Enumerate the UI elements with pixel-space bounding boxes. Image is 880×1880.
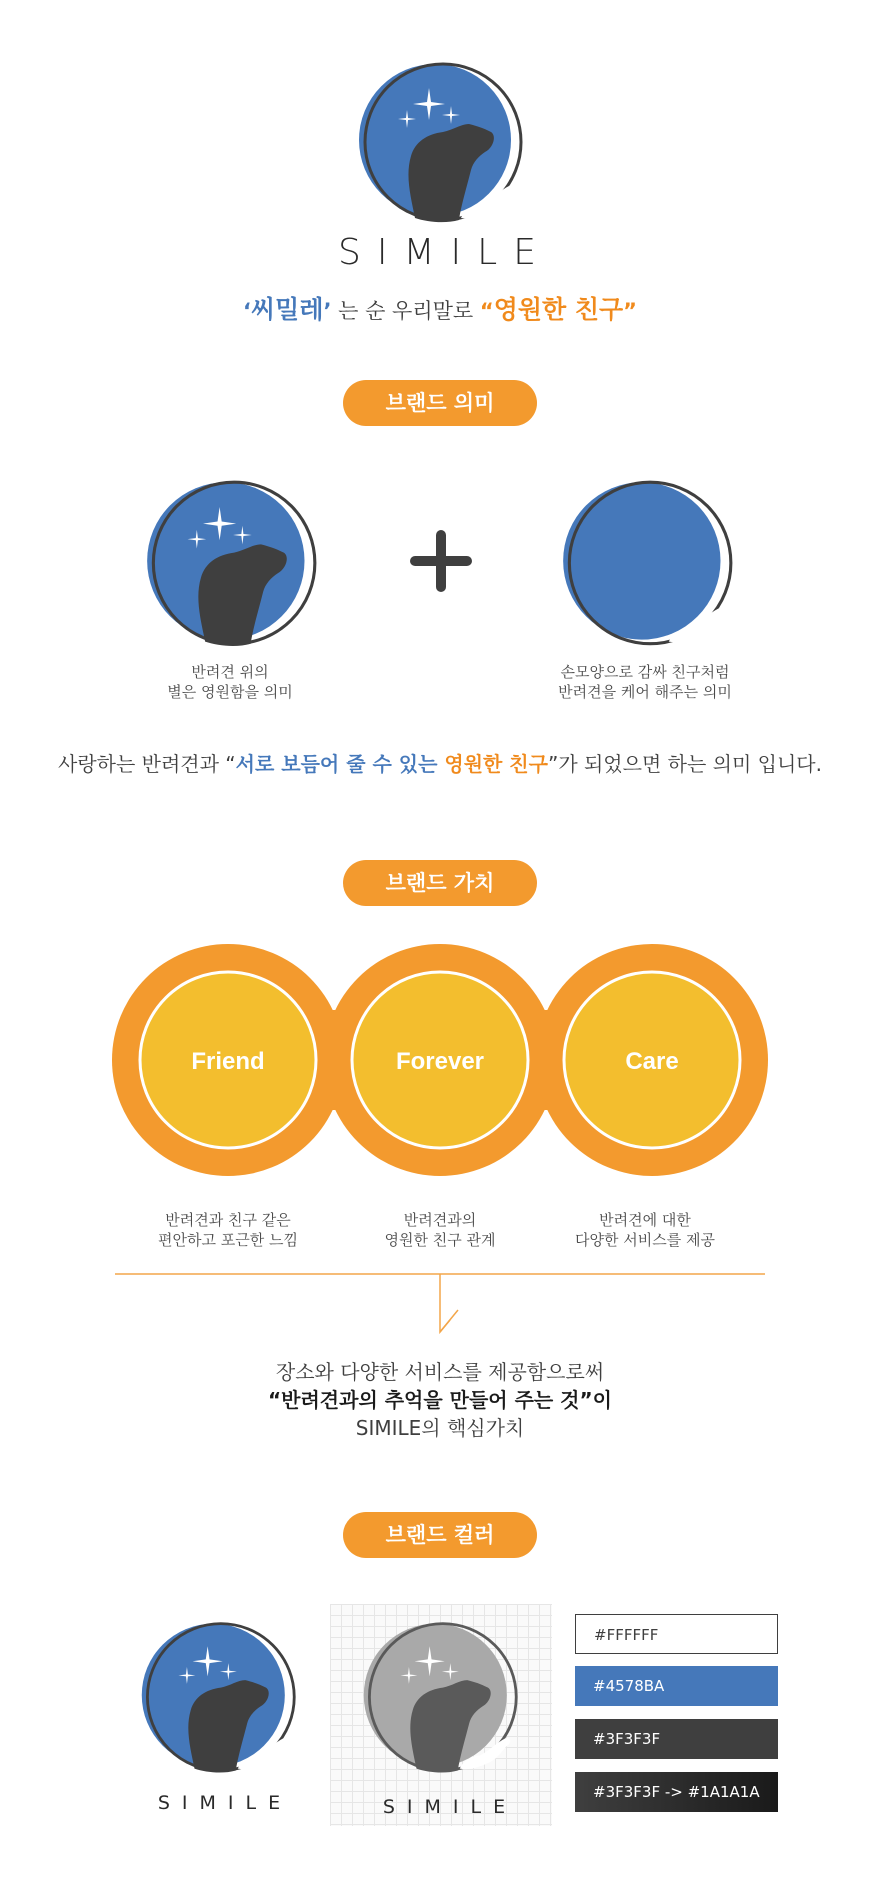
meaning-text: 영원한 친구 [493, 295, 624, 324]
summary-line2: “반려견과의 추억을 만들어 주는 것”이 [268, 1388, 612, 1412]
meaning-statement [0, 748, 880, 777]
meaning-close: ” [623, 299, 637, 323]
section-title-meaning: 브랜드 의미 [343, 380, 537, 426]
brand-wordmark: SIMILE [338, 232, 552, 273]
swatch-white: #FFFFFF [575, 1614, 778, 1654]
value-label-care: Care [625, 1048, 679, 1075]
statement-after: ”가 되었으면 하는 의미 입니다. [547, 752, 822, 776]
desc-line: 영원한 친구 관계 [384, 1231, 496, 1249]
statement-orange: 영원한 친구 [444, 752, 548, 776]
meaning-caption-right [530, 662, 760, 702]
meaning-open: “ [479, 299, 494, 323]
value-desc-friend [128, 1210, 328, 1250]
swatch-gradient: #3F3F3F -> #1A1A1A [575, 1772, 778, 1812]
korean-name: 씨밀레 [251, 295, 324, 324]
statement-before: 사랑하는 반려견과 “ [58, 752, 236, 776]
simile-logo [355, 58, 525, 228]
plus-icon [410, 530, 472, 592]
value-label-friend: Friend [191, 1048, 265, 1075]
caption-line: 반려견 위의 [191, 663, 269, 681]
desc-line: 반려견에 대한 [599, 1211, 691, 1229]
desc-line: 편안하고 포근한 느낌 [158, 1231, 298, 1249]
swatch-blue: #4578BA [575, 1666, 778, 1706]
statement-blue: 서로 보듬어 줄 수 있는 [235, 752, 445, 776]
meaning-logo-star [143, 476, 319, 652]
summary-line3: SIMILE의 핵심가치 [355, 1416, 525, 1440]
meaning-logo-hand [559, 476, 735, 652]
caption-line: 손모양으로 감싸 친구처럼 [560, 663, 730, 681]
gray-logo-wordmark: SIMILE [382, 1796, 518, 1818]
meaning-caption-left [130, 662, 330, 702]
quote-open: ‘ [243, 299, 252, 323]
section-title-value: 브랜드 가치 [343, 860, 537, 906]
summary-line1: 장소와 다양한 서비스를 제공함으로써 [275, 1360, 605, 1384]
desc-line: 반려견과 친구 같은 [165, 1211, 291, 1229]
desc-line: 반려견과의 [403, 1211, 477, 1229]
value-summary [0, 1358, 880, 1442]
gray-logo [360, 1618, 520, 1778]
color-logo [138, 1618, 298, 1778]
quote-close: ’ [323, 299, 332, 323]
desc-line: 다양한 서비스를 제공 [575, 1231, 715, 1249]
section-title-color: 브랜드 컬러 [343, 1512, 537, 1558]
value-divider [115, 1270, 765, 1340]
value-desc-forever [340, 1210, 540, 1250]
brand-tagline [0, 290, 880, 326]
value-circles [100, 940, 780, 1180]
caption-line: 별은 영원함을 의미 [167, 683, 293, 701]
tagline-mid: 는 순 우리말로 [331, 299, 480, 323]
value-label-forever: Forever [395, 1048, 485, 1075]
color-logo-wordmark: SIMILE [157, 1792, 293, 1814]
caption-line: 반려견을 케어 해주는 의미 [558, 683, 732, 701]
swatch-dark: #3F3F3F [575, 1719, 778, 1759]
value-desc-care [545, 1210, 745, 1250]
